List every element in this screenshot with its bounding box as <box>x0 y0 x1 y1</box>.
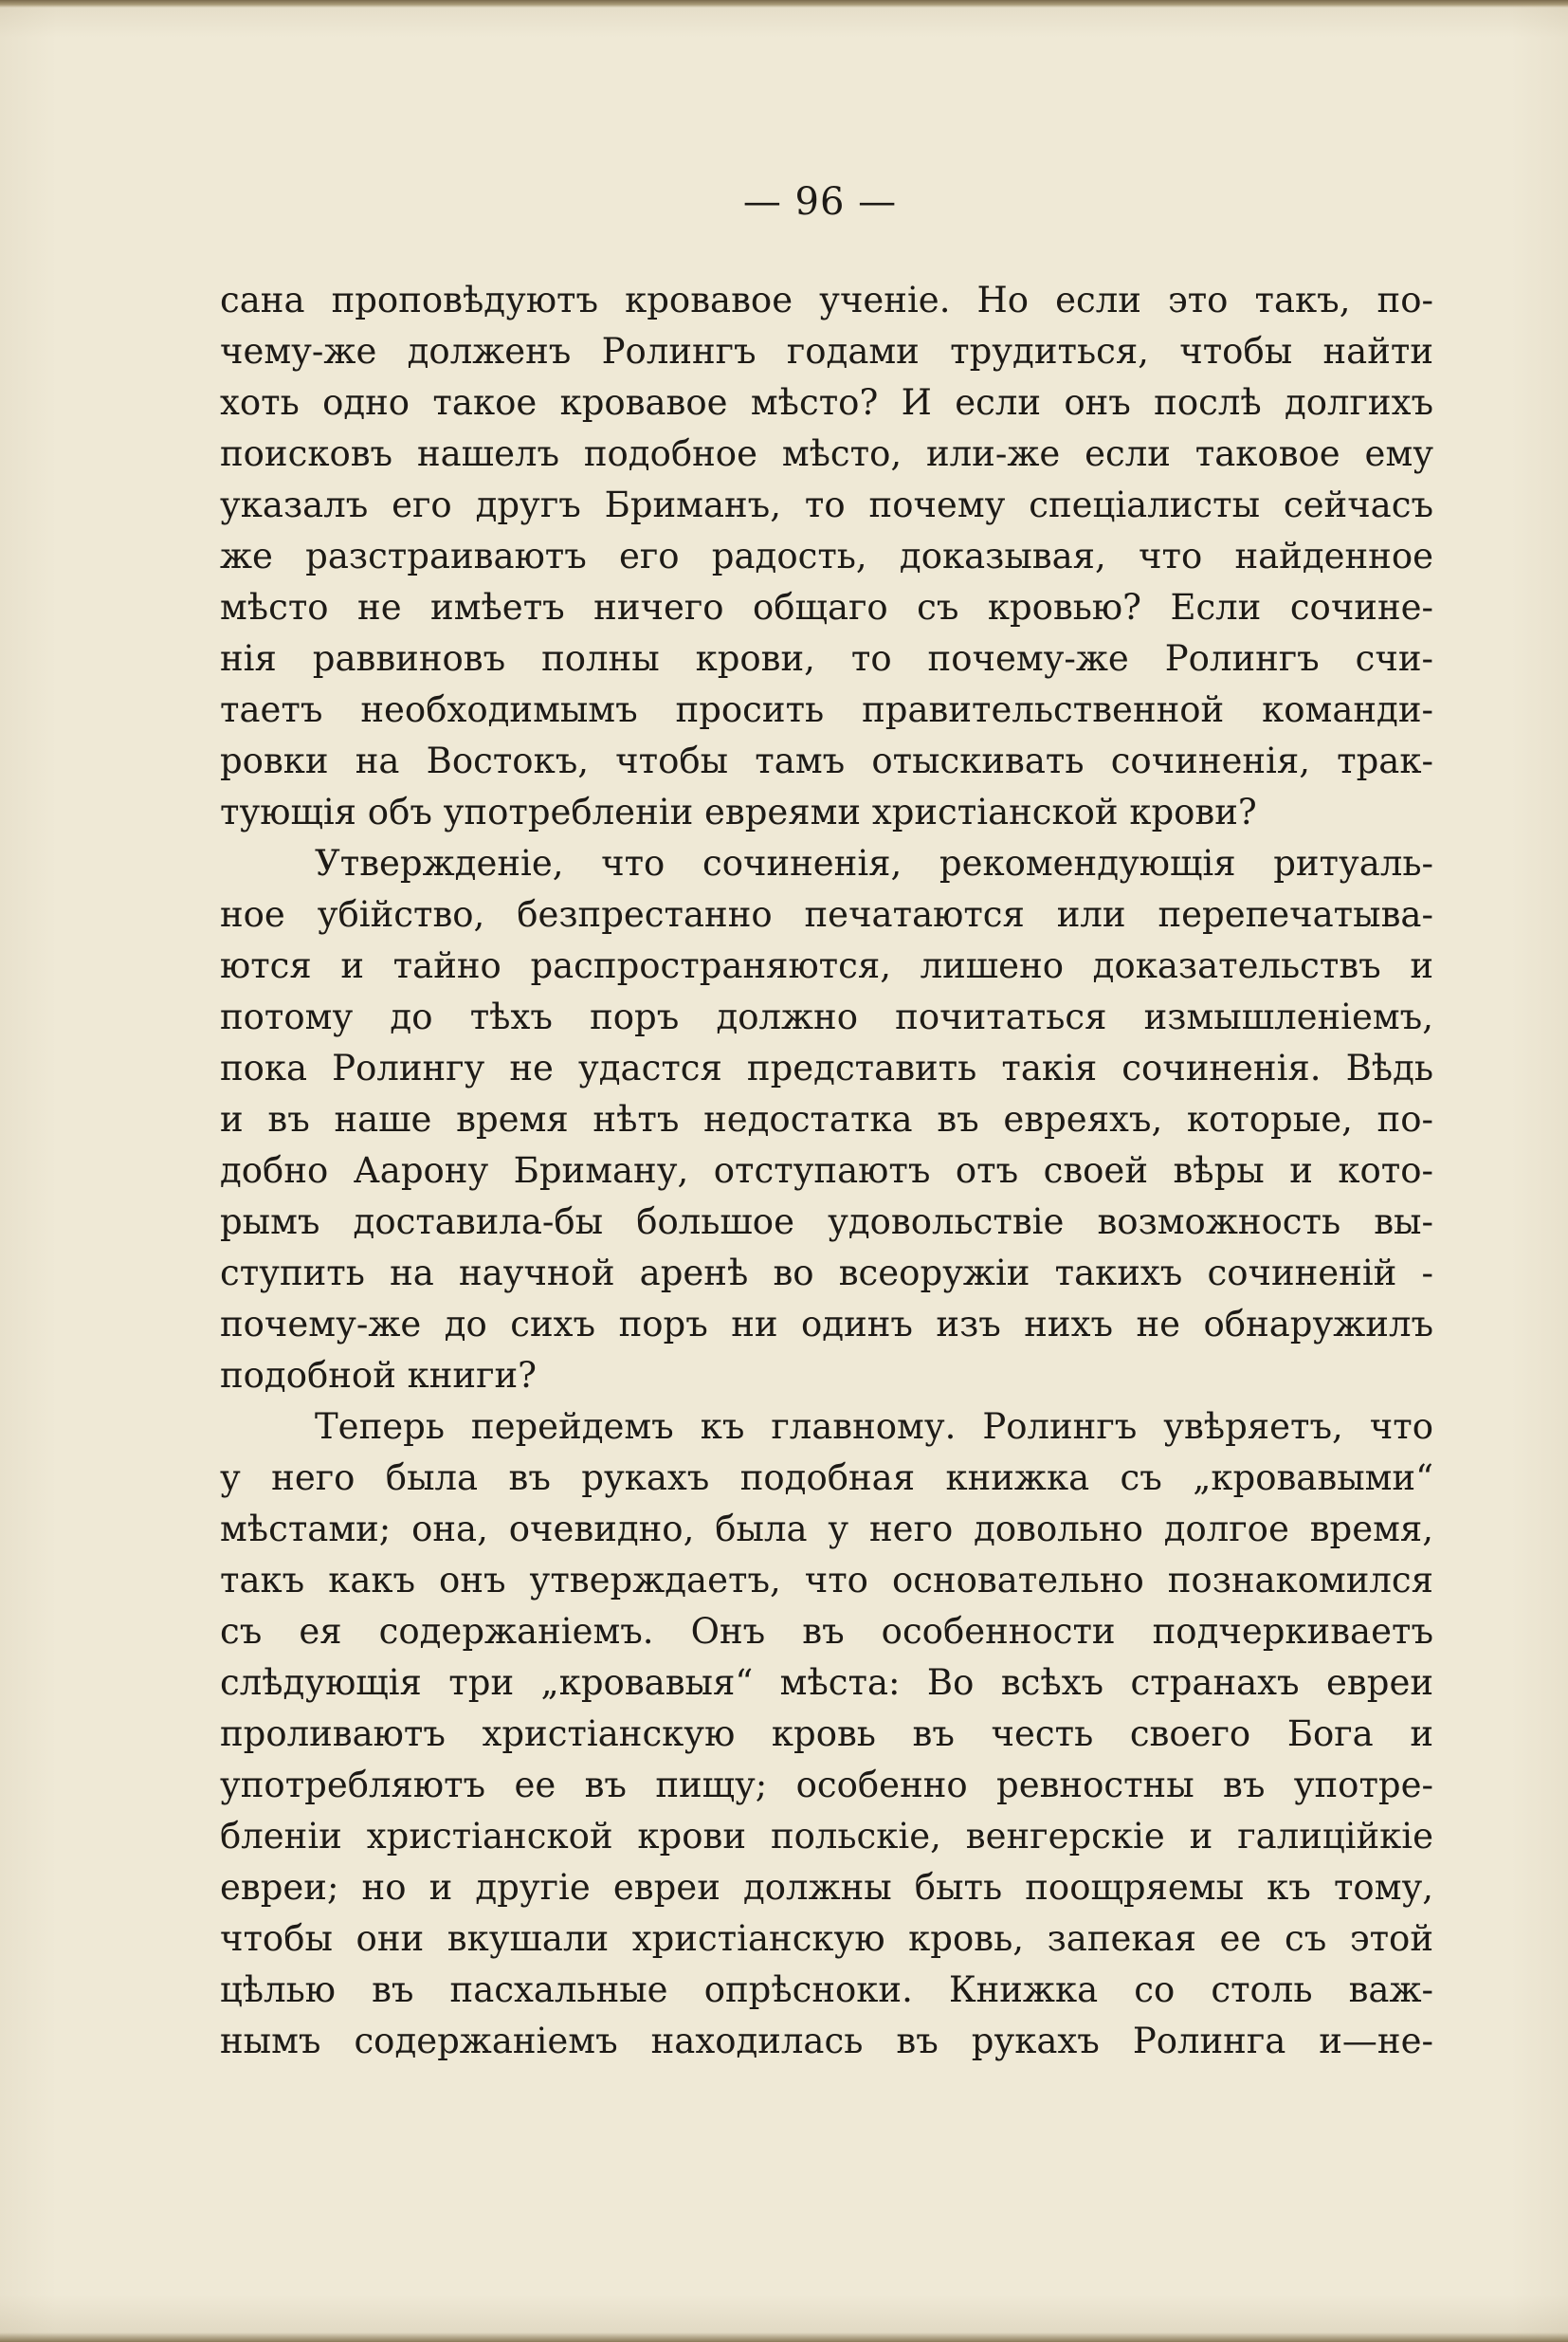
text-line: нія раввиновъ полны крови, то почему-же Ролингъ счи- <box>220 638 1433 679</box>
text-line: рымъ доставила-бы большое удовольствіе возможность вы- <box>220 1201 1433 1242</box>
text-line: почему-же до сихъ поръ ни одинъ изъ нихъ не обнаружилъ <box>220 1304 1433 1345</box>
text-line: таетъ необходимымъ просить правительственной команди- <box>220 689 1433 730</box>
text-line: ное убійство, безпрестанно печатаются или перепечатыва- <box>220 894 1433 935</box>
text-line: добно Аарону Бриману, отступаютъ отъ своей вѣры и кото- <box>220 1150 1433 1191</box>
text-line: пока Ролингу не удастся представить такія сочиненія. Вѣдь <box>220 1048 1433 1089</box>
text-line: указалъ его другъ Бриманъ, то почему спеціалисты сейчасъ <box>220 485 1433 525</box>
text-line: такъ какъ онъ утверждаетъ, что основательно познакомился <box>220 1560 1433 1601</box>
text-line: сана проповѣдуютъ кровавое ученіе. Но если это такъ, по- <box>220 280 1433 320</box>
text-line: ются и тайно распространяются, лишено доказательствъ и <box>220 945 1433 986</box>
text-line: съ ея содержаніемъ. Онъ въ особенности подчеркиваетъ <box>220 1611 1433 1652</box>
text-line: чему-же долженъ Ролингъ годами трудиться, чтобы найти <box>220 331 1433 372</box>
text-line: у него была въ рукахъ подобная книжка съ „кровавыми“ <box>220 1457 1433 1498</box>
text-line: хоть одно такое кровавое мѣсто? И если онъ послѣ долгихъ <box>220 382 1433 423</box>
text-line: Утвержденіе, что сочиненія, рекомендующія ритуаль- <box>315 843 1433 884</box>
text-line: бленіи христіанской крови польскіе, венгерскіе и галиційкіе <box>220 1816 1433 1857</box>
body-text <box>220 275 1433 2067</box>
text-line: мѣстами; она, очевидно, была у него довольно долгое время, <box>220 1509 1433 1549</box>
text-line: поисковъ нашелъ подобное мѣсто, или-же если таковое ему <box>220 433 1433 474</box>
text-line: подобной книги? <box>220 1355 537 1396</box>
text-line: же разстраиваютъ его радость, доказывая, что найденное <box>220 536 1433 576</box>
text-line: проливаютъ христіанскую кровь въ честь своего Бога и <box>220 1713 1433 1754</box>
text-line: Теперь перейдемъ къ главному. Ролингъ увѣряетъ, что <box>315 1406 1433 1447</box>
text-line: евреи; но и другіе евреи должны быть поощряемы къ тому, <box>220 1867 1433 1908</box>
text-line: тующія объ употребленіи евреями христіанской крови? <box>220 792 1257 833</box>
page-number: — 96 — <box>742 180 898 224</box>
text-line: чтобы они вкушали христіанскую кровь, запекая ее съ этой <box>220 1918 1433 1959</box>
text-line: ровки на Востокъ, чтобы тамъ отыскивать сочиненія, трак- <box>220 741 1433 781</box>
text-line: мѣсто не имѣетъ ничего общаго съ кровью? Если сочине- <box>220 587 1433 628</box>
text-line: ступить на научной аренѣ во всеоружіи такихъ сочиненій - <box>220 1253 1433 1293</box>
text-line: и въ наше время нѣтъ недостатка въ евреяхъ, которые, по- <box>220 1099 1433 1140</box>
text-line: слѣдующія три „кровавыя“ мѣста: Во всѣхъ странахъ евреи <box>220 1662 1433 1703</box>
text-line: употребляютъ ее въ пищу; особенно ревностны въ употре- <box>220 1765 1433 1805</box>
text-line: нымъ содержаніемъ находилась въ рукахъ Ролинга и—не- <box>220 2021 1433 2061</box>
page-bottom-edge <box>0 2333 1568 2342</box>
page-top-edge <box>0 0 1568 8</box>
text-line: потому до тѣхъ поръ должно почитаться измышленіемъ, <box>220 997 1433 1037</box>
text-line: цѣлью въ пасхальные опрѣсноки. Книжка со столь важ- <box>220 1969 1433 2010</box>
